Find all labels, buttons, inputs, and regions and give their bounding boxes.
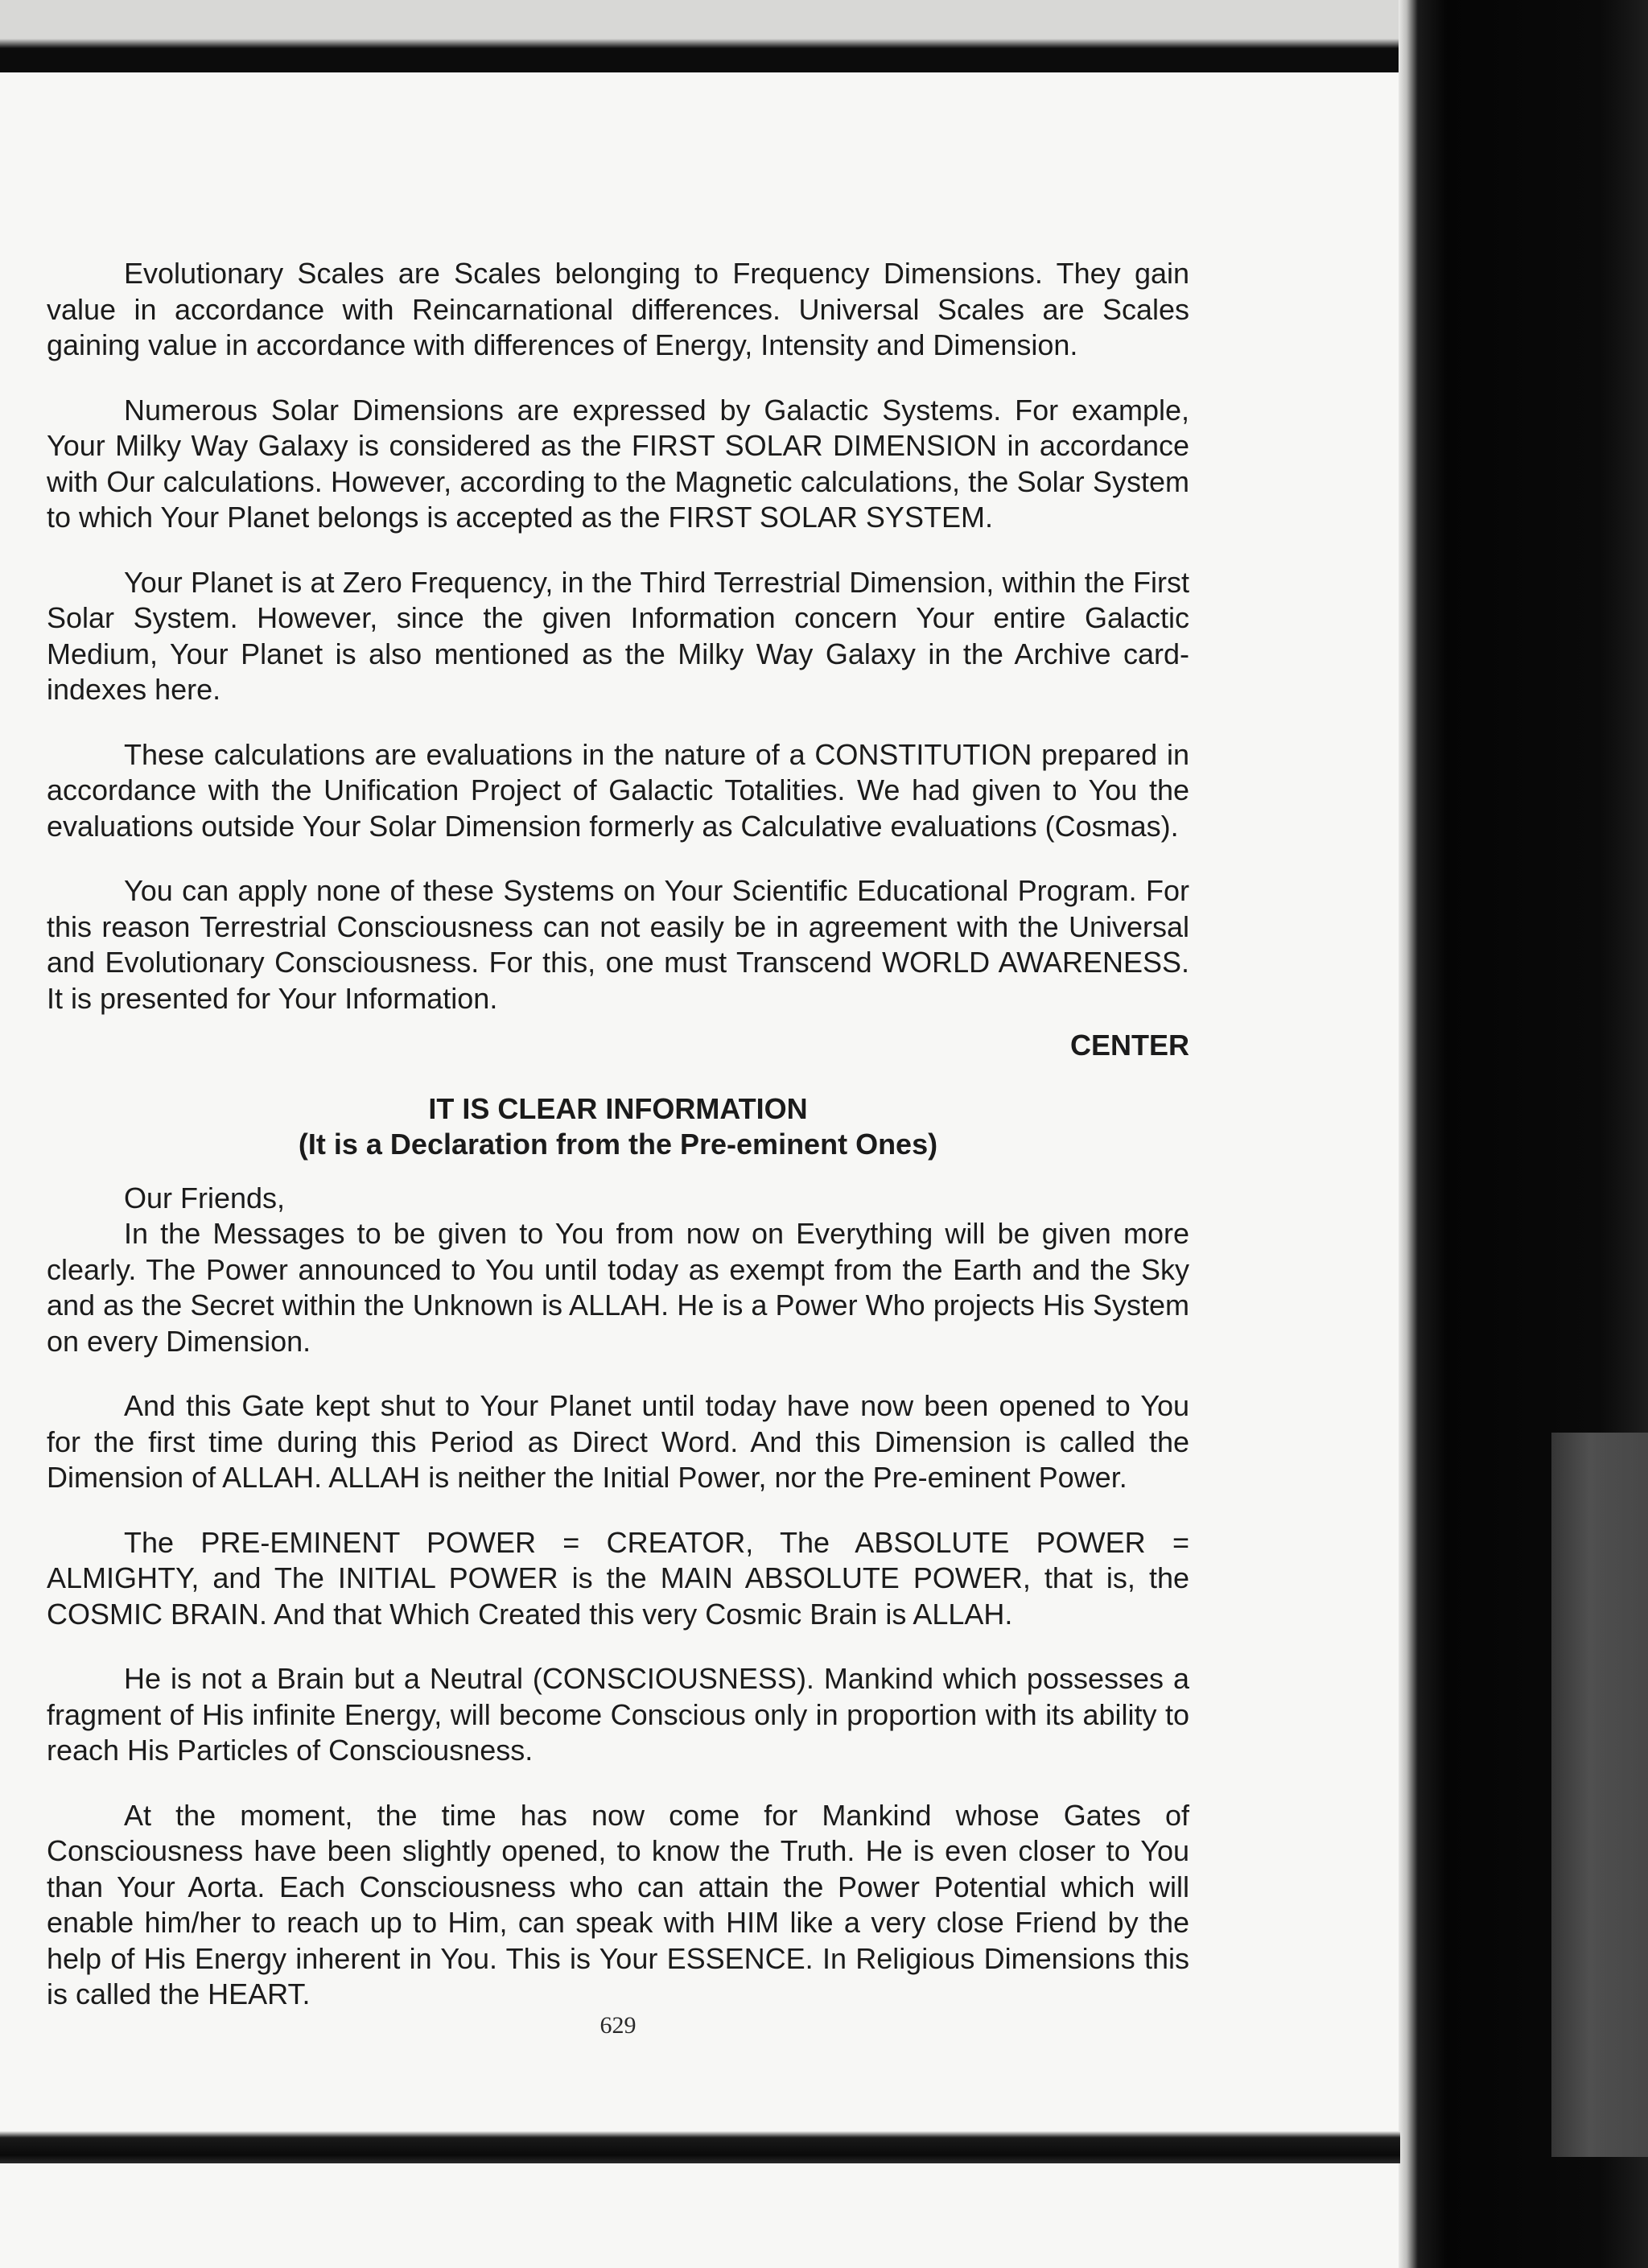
salutation: Our Friends,: [124, 1181, 286, 1214]
scan-border-bottom: [0, 2131, 1400, 2163]
paragraph: At the moment, the time has now come for Mankind whose Gates of Consciousness have been slightly opened, to know the Truth. He is even closer to You than Your Aorta. Each Consciousness who can attain the Power Potential which will enable him/her to reach up to Him, can speak with HIM like a very close Friend by the help of His Energy inherent in You. This is Your ESSENCE. In Religious Dimensions this is called the HEART.: [47, 1798, 1189, 2010]
paragraph: You can apply none of these Systems on Your Scientific Educational Program. For this reason Terrestrial Consciousness can not easily be in agreement with the Universal and Evolutionary Consciousness. For this, one must Transcend WORLD AWARENESS. It is presented for Your Information.: [47, 874, 1189, 1015]
heading-subtitle: (It is a Declaration from the Pre-eminent Ones): [298, 1128, 938, 1161]
scan-shadow-right: [1551, 1433, 1648, 2157]
page-number: 629: [599, 2012, 637, 2039]
paragraph: Numerous Solar Dimensions are expressed by Galactic Systems. For example, Your Milky Way Galaxy is considered as the FIRST SOLAR DIMENSION in accordance with Our calculations. However, according to the Magnetic calculations, the Solar System to which Your Planet belongs is accepted as the FIRST SOLAR SYSTEM.: [47, 393, 1189, 534]
paragraph: Evolutionary Scales are Scales belonging to Frequency Dimensions. They gain value in accordance with Reincarnational differences. Universal Scales are Scales gaining value in accordance with differences of Energy, Intensity and Dimension.: [47, 257, 1189, 361]
page-body: [47, 256, 1189, 2042]
paragraph: Your Planet is at Zero Frequency, in the Third Terrestrial Dimension, within the First Solar System. However, since the given Information concern Your entire Galactic Medium, Your Planet is also mentioned as the Milky Way Galaxy in the Archive card-indexes here.: [47, 565, 1189, 706]
paragraph: In the Messages to be given to You from now on Everything will be given more clearly. The Power announced to You until today as exempt from the Earth and the Sky and as the Secret within the Unknown is ALLAH. He is a Power Who projects His System on every Dimension.: [47, 1217, 1189, 1358]
paragraph: The PRE-EMINENT POWER = CREATOR, The ABSOLUTE POWER = ALMIGHTY, and The INITIAL POWER is the MAIN ABSOLUTE POWER, that is, the COSMIC BRAIN. And that Which Created this very Cosmic Brain is ALLAH.: [47, 1525, 1189, 1631]
signature: CENTER: [1069, 1029, 1189, 1062]
paragraph: And this Gate kept shut to Your Planet until today have now been opened to You for the first time during this Period as Direct Word. And this Dimension is called the Dimension of ALLAH. ALLAH is neither the Initial Power, nor the Pre-eminent Power.: [47, 1389, 1189, 1494]
section-heading: [47, 1091, 1189, 1163]
paragraph: These calculations are evaluations in the nature of a CONSTITUTION prepared in accordance with the Unification Project of Galactic Totalities. We had given to You the evaluations outside Your Solar Dimension formerly as Calculative evaluations (Cosmas).: [47, 737, 1189, 843]
paragraph: He is not a Brain but a Neutral (CONSCIOUSNESS). Mankind which possesses a fragment of His infinite Energy, will become Conscious only in proportion with its ability to reach His Particles of Consciousness.: [47, 1662, 1189, 1767]
heading-title: IT IS CLEAR INFORMATION: [428, 1091, 808, 1125]
